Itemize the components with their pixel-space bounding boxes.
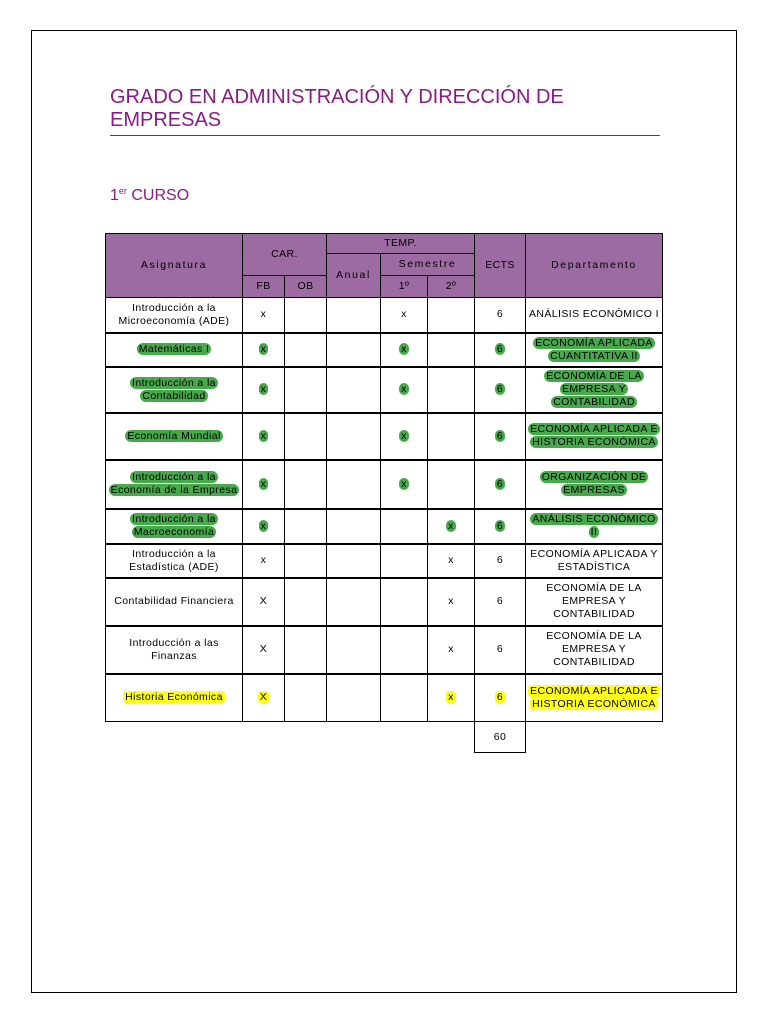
cell-departamento: [526, 674, 663, 722]
course-number: 1: [110, 187, 119, 204]
cell-text: 6: [496, 477, 504, 490]
cell-asignatura: [106, 509, 243, 544]
cell-text: x: [448, 519, 454, 532]
cell-text: x: [260, 477, 267, 490]
header-departamento: Departamento: [526, 234, 663, 298]
table-row: [106, 413, 663, 460]
cell-text: ECONOMÍA DE LA EMPRESA Y CONTABILIDAD: [546, 582, 642, 620]
table-row: [106, 626, 663, 674]
empty-cell: [381, 722, 428, 753]
cell-text: x: [260, 554, 267, 566]
cell-fb: [243, 333, 285, 367]
header-asignatura: Asignatura: [106, 234, 243, 298]
cell-fb: [243, 578, 285, 626]
cell-fb: [243, 509, 285, 544]
header-ects: ECTS: [475, 234, 526, 298]
cell-text: x: [401, 477, 407, 490]
cell-ob: [285, 460, 327, 509]
cell-asignatura: [106, 413, 243, 460]
cell-s1: [381, 413, 428, 460]
cell-s2: [428, 298, 475, 333]
empty-cell: [106, 722, 243, 753]
empty-cell: [243, 722, 285, 753]
cell-s1: [381, 333, 428, 367]
cell-text: ECONOMÍA APLICADA Y ESTADÍSTICA: [530, 547, 658, 573]
header-anual: Anual: [327, 254, 381, 298]
cell-s2: [428, 544, 475, 578]
cell-departamento: [526, 544, 663, 578]
cell-text: X: [259, 691, 268, 704]
table-row: [106, 367, 663, 413]
cell-text: 6: [496, 383, 504, 395]
header-semestre-1: 1º: [381, 276, 428, 298]
total-row: [106, 722, 663, 753]
cell-ob: [285, 298, 327, 333]
cell-ob: [285, 333, 327, 367]
cell-fb: [243, 626, 285, 674]
cell-ob: [285, 544, 327, 578]
cell-text: Introducción a la Economía de la Empresa: [110, 471, 238, 496]
cell-text: ORGANIZACIÓN DE EMPRESAS: [541, 471, 647, 496]
cell-s2: [428, 509, 475, 544]
cell-departamento: [526, 333, 663, 367]
table-row: [106, 674, 663, 722]
cell-s1: [381, 578, 428, 626]
cell-departamento: [526, 460, 663, 509]
cell-text: x: [260, 383, 267, 395]
cell-s1: [381, 674, 428, 722]
cell-anual: [327, 413, 381, 460]
cell-ob: [285, 674, 327, 722]
course-heading: [110, 186, 189, 205]
cell-s2: [428, 626, 475, 674]
cell-departamento: [526, 626, 663, 674]
page-title: GRADO EN ADMINISTRACIÓN Y DIRECCIÓN DE EMPRESAS: [110, 86, 564, 131]
cell-text: Introducción a la Estadística (ADE): [129, 547, 219, 573]
cell-ob: [285, 367, 327, 413]
cell-asignatura: [106, 460, 243, 509]
header-ob: OB: [285, 276, 327, 298]
empty-cell: [327, 722, 381, 753]
cell-text: 6: [496, 429, 504, 442]
cell-s1: [381, 626, 428, 674]
cell-asignatura: [106, 578, 243, 626]
cell-ects: [475, 367, 526, 413]
cell-ects: [475, 544, 526, 578]
cell-s2: [428, 578, 475, 626]
subjects-table: [105, 233, 663, 753]
cell-text: ANÁLISIS ECONÓMICO II: [532, 513, 656, 538]
cell-text: x: [260, 519, 267, 532]
table-row: [106, 460, 663, 509]
cell-asignatura: [106, 333, 243, 367]
cell-anual: [327, 367, 381, 413]
cell-departamento: [526, 509, 663, 544]
cell-text: 6: [496, 308, 504, 321]
total-ects: 60: [475, 722, 526, 753]
cell-text: Contabilidad Financiera: [114, 595, 234, 607]
cell-s2: [428, 674, 475, 722]
cell-text: x: [448, 554, 454, 566]
cell-text: ECONOMÍA APLICADA E HISTORIA ECONÓMICA: [530, 684, 658, 710]
empty-cell: [285, 722, 327, 753]
cell-s2: [428, 413, 475, 460]
cell-text: ECONOMÍA DE LA EMPRESA Y CONTABILIDAD: [546, 370, 642, 408]
cell-text: x: [448, 595, 454, 607]
cell-s1: [381, 298, 428, 333]
cell-text: 6: [496, 691, 504, 704]
cell-text: Introducción a la Microeconomía (ADE): [118, 301, 230, 327]
cell-text: Economía Mundial: [127, 429, 221, 442]
cell-s1: [381, 367, 428, 413]
cell-asignatura: [106, 298, 243, 333]
cell-text: ECONOMÍA APLICADA E HISTORIA ECONÓMICA: [530, 423, 658, 448]
cell-ects: [475, 460, 526, 509]
header-semestre-2: 2º: [428, 276, 475, 298]
course-label: CURSO: [131, 187, 190, 204]
cell-ob: [285, 626, 327, 674]
cell-asignatura: [106, 367, 243, 413]
cell-fb: [243, 298, 285, 333]
table-row: [106, 298, 663, 333]
cell-asignatura: [106, 674, 243, 722]
cell-departamento: [526, 413, 663, 460]
cell-text: Introducción a la Macroeconomía: [132, 513, 216, 538]
cell-ob: [285, 578, 327, 626]
cell-s2: [428, 367, 475, 413]
table-row: [106, 578, 663, 626]
table-row: [106, 509, 663, 544]
table-row: [106, 544, 663, 578]
cell-fb: [243, 460, 285, 509]
cell-text: x: [448, 691, 454, 704]
cell-anual: [327, 578, 381, 626]
cell-text: 6: [496, 554, 504, 566]
cell-fb: [243, 674, 285, 722]
cell-ob: [285, 509, 327, 544]
cell-fb: [243, 367, 285, 413]
cell-text: X: [259, 643, 268, 655]
cell-anual: [327, 509, 381, 544]
cell-anual: [327, 460, 381, 509]
cell-text: x: [260, 343, 267, 355]
cell-anual: [327, 333, 381, 367]
cell-text: x: [401, 429, 407, 442]
cell-s2: [428, 333, 475, 367]
empty-cell: [428, 722, 475, 753]
cell-ects: [475, 333, 526, 367]
cell-asignatura: [106, 626, 243, 674]
cell-departamento: [526, 298, 663, 333]
cell-s1: [381, 509, 428, 544]
table-row: [106, 333, 663, 367]
cell-anual: [327, 626, 381, 674]
cell-ects: [475, 626, 526, 674]
cell-text: 6: [496, 595, 504, 607]
cell-text: 6: [496, 343, 504, 355]
cell-text: x: [260, 429, 267, 442]
course-ordinal: er: [118, 186, 127, 196]
cell-text: x: [401, 343, 407, 355]
cell-text: x: [448, 643, 454, 655]
header-fb: FB: [243, 276, 285, 298]
cell-ects: [475, 413, 526, 460]
cell-text: x: [260, 308, 267, 321]
cell-text: Historia Económica: [125, 691, 223, 704]
cell-text: x: [401, 383, 407, 395]
cell-asignatura: [106, 544, 243, 578]
cell-anual: [327, 674, 381, 722]
empty-cell: [526, 722, 663, 753]
cell-departamento: [526, 367, 663, 413]
cell-ob: [285, 413, 327, 460]
header-semestre: Semestre: [381, 254, 475, 276]
cell-text: Introducción a la Contabilidad: [132, 376, 216, 402]
cell-fb: [243, 413, 285, 460]
cell-text: ECONOMÍA DE LA EMPRESA Y CONTABILIDAD: [546, 630, 642, 668]
cell-text: ANÁLISIS ECONÓMICO I: [529, 308, 659, 321]
cell-ects: [475, 674, 526, 722]
cell-text: 6: [496, 519, 504, 532]
cell-s1: [381, 460, 428, 509]
cell-text: X: [259, 595, 268, 607]
cell-ects: [475, 578, 526, 626]
header-temp: TEMP.: [327, 234, 475, 254]
cell-text: Matemáticas I: [138, 343, 210, 355]
cell-text: x: [401, 308, 407, 321]
cell-ects: [475, 298, 526, 333]
cell-s2: [428, 460, 475, 509]
cell-text: 6: [496, 643, 504, 655]
cell-s1: [381, 544, 428, 578]
cell-ects: [475, 509, 526, 544]
cell-text: Introducción a las Finanzas: [129, 636, 219, 662]
title-underline: [110, 135, 660, 136]
cell-anual: [327, 298, 381, 333]
cell-departamento: [526, 578, 663, 626]
cell-text: ECONOMÍA APLICADA CUANTITATIVA II: [535, 336, 653, 362]
cell-anual: [327, 544, 381, 578]
cell-fb: [243, 544, 285, 578]
header-car: CAR.: [243, 234, 327, 276]
